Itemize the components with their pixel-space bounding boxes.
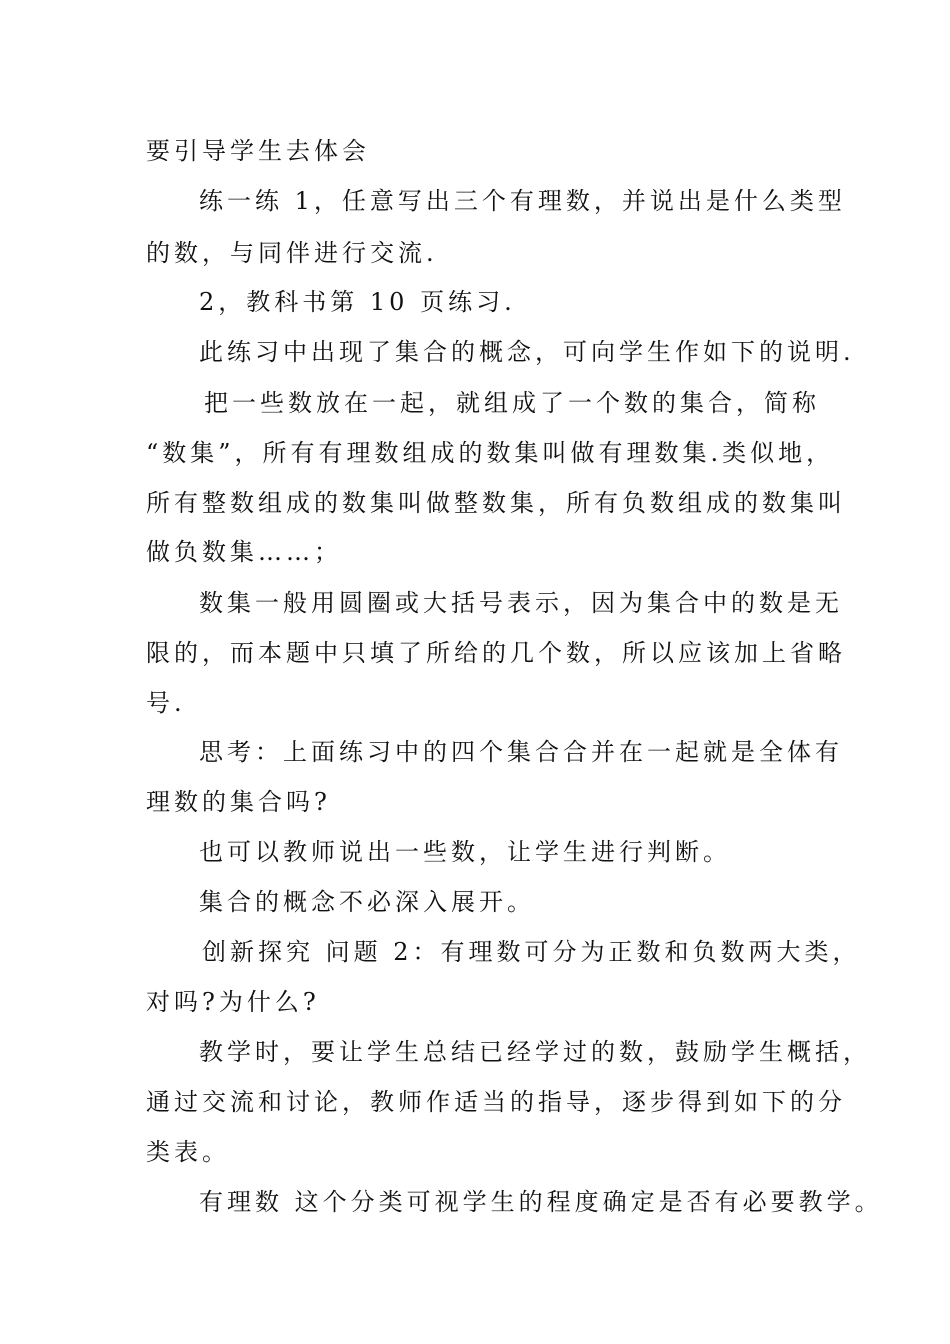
text-line: 教学时，要让学生总结已经学过的数，鼓励学生概括， <box>199 1038 871 1066</box>
text-line: 做负数集……； <box>146 538 342 566</box>
text-line: 的数，与同伴进行交流. <box>146 239 438 267</box>
text-line: 创新探究 问题 2：有理数可分为正数和负数两大类， <box>202 938 861 966</box>
text-line: 理数的集合吗? <box>146 788 331 816</box>
text-line: 限的，而本题中只填了所给的几个数，所以应该加上省略 <box>146 639 846 667</box>
text-line: 所有整数组成的数集叫做整数集，所有负数组成的数集叫 <box>146 489 846 517</box>
text-line: 2，教科书第 10 页练习. <box>199 288 516 316</box>
text-line: 号. <box>146 689 186 717</box>
text-line: 数集一般用圆圈或大括号表示，因为集合中的数是无 <box>199 589 843 617</box>
text-line: “数集”，所有有理数组成的数集叫做有理数集.类似地， <box>146 439 835 467</box>
text-line: 通过交流和讨论，教师作适当的指导，逐步得到如下的分 <box>146 1088 846 1116</box>
text-line: 此练习中出现了集合的概念，可向学生作如下的说明. <box>199 338 855 366</box>
text-line: 对吗?为什么? <box>146 988 320 1016</box>
text-line: 也可以教师说出一些数，让学生进行判断。 <box>199 838 731 866</box>
text-line: 要引导学生去体会 <box>146 137 370 165</box>
text-line: 把一些数放在一起，就组成了一个数的集合，简称 <box>204 389 820 417</box>
text-line: 练一练 1，任意写出三个有理数，并说出是什么类型 <box>199 187 846 215</box>
text-line: 有理数 这个分类可视学生的程度确定是否有必要教学。 <box>199 1188 883 1216</box>
text-line: 集合的概念不必深入展开。 <box>199 888 535 916</box>
text-line: 类表。 <box>146 1138 230 1166</box>
text-line: 思考：上面练习中的四个集合合并在一起就是全体有 <box>199 738 843 766</box>
